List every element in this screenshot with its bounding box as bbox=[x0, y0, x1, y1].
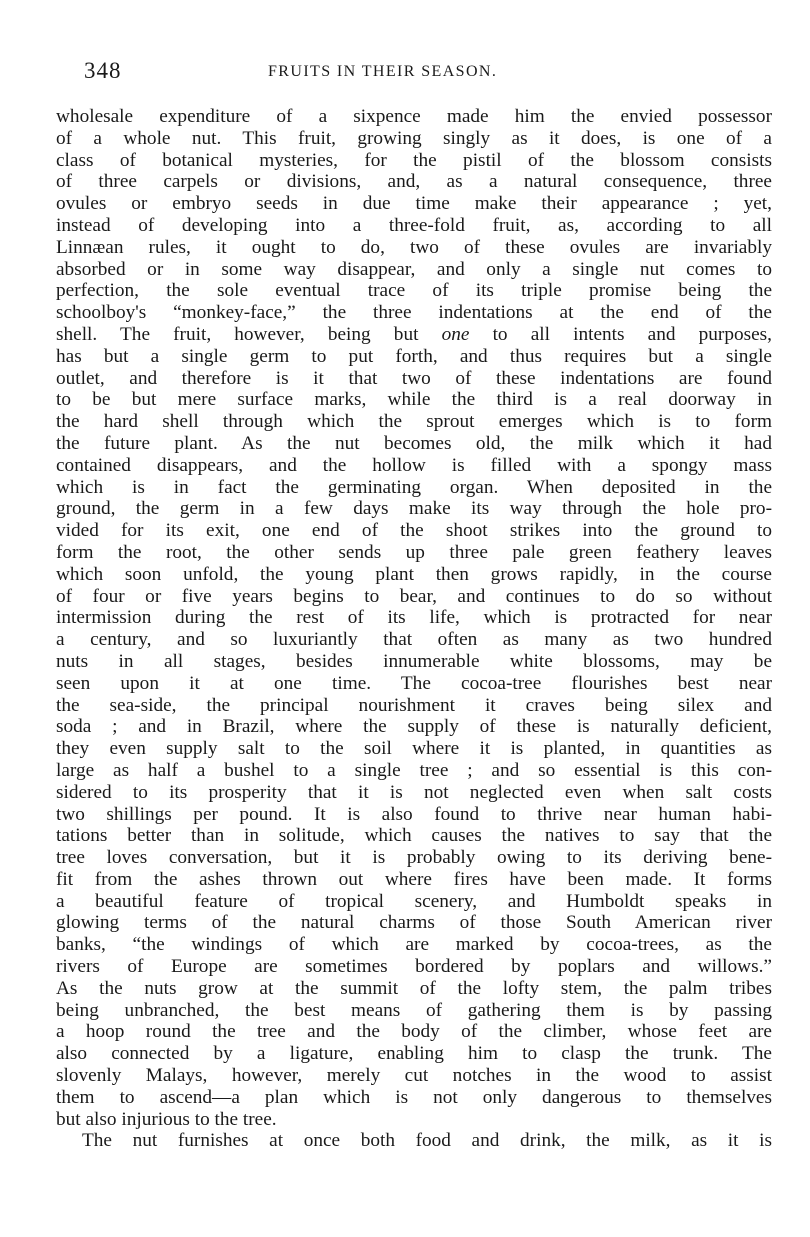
text-line: schoolboy's “monkey-face,” the three indentations at the end of the bbox=[56, 302, 772, 324]
text-line: the sea-side, the principal nourishment it craves being silex and bbox=[56, 694, 772, 716]
text-line: banks, “the windings of which are marked by cocoa-trees, as the bbox=[56, 934, 772, 956]
text-segment: to all intents and purposes, bbox=[469, 323, 772, 345]
text-line: the hard shell through which the sprout emerges which is to form bbox=[56, 411, 772, 433]
italic-word: one bbox=[441, 323, 470, 345]
text-line: being unbranched, the best means of gathering them is by passing bbox=[56, 999, 772, 1021]
text-line: a beautiful feature of tropical scenery, and Humboldt speaks in bbox=[56, 890, 772, 912]
text-line: seen upon it at one time. The cocoa-tree flourishes best near bbox=[56, 672, 772, 694]
text-line: ground, the germ in a few days make its way through the hole pro- bbox=[56, 498, 772, 520]
text-line: rivers of Europe are sometimes bordered by poplars and willows.” bbox=[56, 956, 772, 978]
text-line: to be but mere surface marks, while the third is a real doorway in bbox=[56, 389, 772, 411]
text-line-with-italic bbox=[56, 324, 772, 346]
text-line: absorbed or in some way disappear, and only a single nut comes to bbox=[56, 258, 772, 280]
text-line: perfection, the sole eventual trace of its triple promise being the bbox=[56, 280, 772, 302]
text-line: Linnæan rules, it ought to do, two of these ovules are invariably bbox=[56, 236, 772, 258]
text-line: of three carpels or divisions, and, as a natural consequence, three bbox=[56, 171, 772, 193]
text-line: a century, and so luxuriantly that often as many as two hundred bbox=[56, 629, 772, 651]
text-line: ovules or embryo seeds in due time make their appearance ; yet, bbox=[56, 193, 772, 215]
paragraph-2 bbox=[56, 1130, 772, 1152]
text-line: large as half a bushel to a single tree ; and so essential is this con- bbox=[56, 759, 772, 781]
text-line: which soon unfold, the young plant then grows rapidly, in the course bbox=[56, 563, 772, 585]
text-line: fit from the ashes thrown out where fires have been made. It forms bbox=[56, 868, 772, 890]
text-line: glowing terms of the natural charms of those South American river bbox=[56, 912, 772, 934]
text-line: As the nuts grow at the summit of the lofty stem, the palm tribes bbox=[56, 977, 772, 999]
page-number: 348 bbox=[84, 58, 122, 83]
text-line: also connected by a ligature, enabling him to clasp the trunk. The bbox=[56, 1043, 772, 1065]
text-line: has but a single germ to put forth, and thus requires but a single bbox=[56, 345, 772, 367]
text-line: nuts in all stages, besides innumerable white blossoms, may be bbox=[56, 650, 772, 672]
text-line: two shillings per pound. It is also found to thrive near human habi- bbox=[56, 803, 772, 825]
text-line: the future plant. As the nut becomes old, the milk which it had bbox=[56, 432, 772, 454]
text-line: form the root, the other sends up three pale green feathery leaves bbox=[56, 541, 772, 563]
text-line: soda ; and in Brazil, where the supply of these is naturally deficient, bbox=[56, 716, 772, 738]
text-line: intermission during the rest of its life, which is protracted for near bbox=[56, 607, 772, 629]
text-line: them to ascend—a plan which is not only dangerous to themselves bbox=[56, 1086, 772, 1108]
text-line: sidered to its prosperity that it is not neglected even when salt costs bbox=[56, 781, 772, 803]
text-line: which is in fact the germinating organ. When deposited in the bbox=[56, 476, 772, 498]
running-head: FRUITS IN THEIR SEASON. bbox=[268, 63, 498, 80]
text-line: contained disappears, and the hollow is filled with a spongy mass bbox=[56, 454, 772, 476]
text-line: of four or five years begins to bear, and continues to do so without bbox=[56, 585, 772, 607]
text-line: outlet, and therefore is it that two of these indentations are found bbox=[56, 367, 772, 389]
paragraph-1 bbox=[56, 106, 772, 1130]
text-line: The nut furnishes at once both food and drink, the milk, as it is bbox=[82, 1130, 772, 1152]
text-line: a hoop round the tree and the body of the climber, whose feet are bbox=[56, 1021, 772, 1043]
text-segment: shell. The fruit, however, being but bbox=[56, 323, 442, 345]
text-line: they even supply salt to the soil where it is planted, in quantities as bbox=[56, 738, 772, 760]
text-line: instead of developing into a three-fold fruit, as, according to all bbox=[56, 214, 772, 236]
text-line: of a whole nut. This fruit, growing singly as it does, is one of a bbox=[56, 127, 772, 149]
body-text bbox=[56, 106, 772, 1152]
text-line: tree loves conversation, but it is probably owing to its deriving bene- bbox=[56, 847, 772, 869]
page-header bbox=[84, 58, 774, 92]
text-line: tations better than in solitude, which causes the natives to say that the bbox=[56, 825, 772, 847]
text-line: slovenly Malays, however, merely cut notches in the wood to assist bbox=[56, 1065, 772, 1087]
text-line: but also injurious to the tree. bbox=[56, 1108, 277, 1130]
text-line: wholesale expenditure of a sixpence made him the envied possessor bbox=[56, 106, 772, 127]
text-line: vided for its exit, one end of the shoot strikes into the ground to bbox=[56, 520, 772, 542]
text-line: class of botanical mysteries, for the pistil of the blossom consists bbox=[56, 149, 772, 171]
